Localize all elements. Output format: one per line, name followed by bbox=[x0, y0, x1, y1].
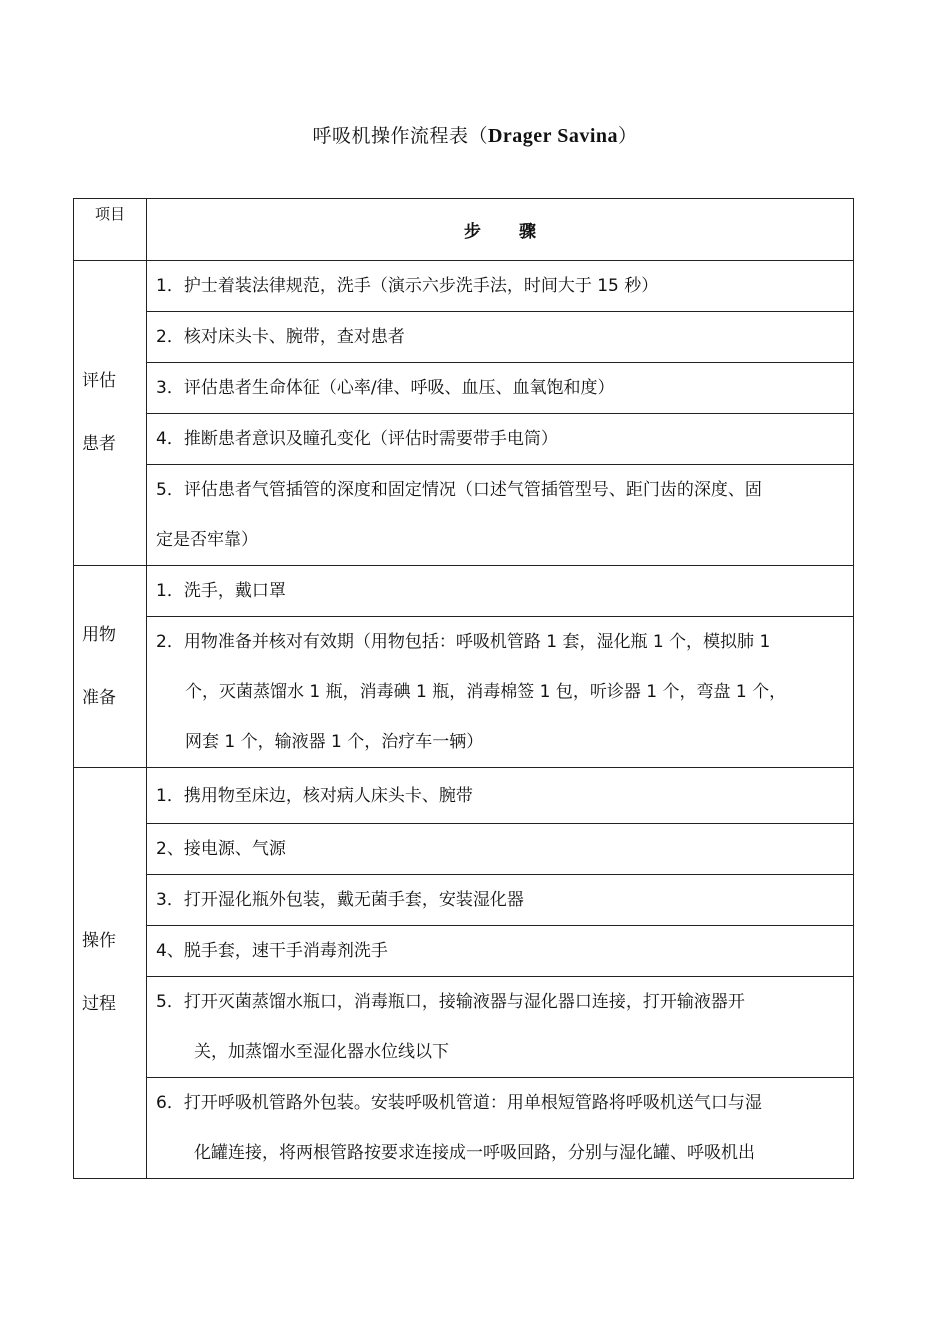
table-row bbox=[74, 768, 854, 824]
step-cell bbox=[147, 768, 854, 824]
step-cell bbox=[147, 617, 854, 768]
step-text: 1．携用物至床边，核对病人床头卡、腕带 bbox=[156, 785, 473, 806]
step-text: 网套 1 个，输液器 1 个，治疗车一辆） bbox=[185, 732, 484, 752]
category-label: 操作 bbox=[82, 931, 116, 951]
step-text: 3．打开湿化瓶外包装，戴无菌手套，安装湿化器 bbox=[156, 890, 524, 910]
step-text: 2．核对床头卡、腕带，查对患者 bbox=[156, 327, 405, 347]
step-text: 4、脱手套，速干手消毒剂洗手 bbox=[156, 941, 388, 961]
step-text: 2、接电源、气源 bbox=[156, 839, 286, 859]
category-label: 准备 bbox=[82, 687, 116, 708]
category-label: 患者 bbox=[82, 434, 116, 454]
page-title bbox=[0, 121, 950, 148]
step-text: 3．评估患者生命体征（心率/律、呼吸、血压、血氧饱和度） bbox=[156, 378, 615, 398]
step-cell bbox=[147, 875, 854, 926]
step-cell bbox=[147, 824, 854, 875]
table-row bbox=[74, 617, 854, 768]
step-text: 5．评估患者气管插管的深度和固定情况（口述气管插管型号、距门齿的深度、固 bbox=[156, 480, 762, 500]
step-text: 5．打开灭菌蒸馏水瓶口，消毒瓶口，接输液器与湿化器口连接，打开输液器开 bbox=[156, 992, 745, 1012]
step-text: 关，加蒸馏水至湿化器水位线以下 bbox=[194, 1042, 449, 1062]
step-cell bbox=[147, 1078, 854, 1179]
step-text: 6．打开呼吸机管路外包装。安装呼吸机管道：用单根短管路将呼吸机送气口与湿 bbox=[156, 1093, 762, 1113]
step-text: 2．用物准备并核对有效期（用物包括：呼吸机管路 1 套，湿化瓶 1 个，模拟肺 1 bbox=[156, 632, 771, 652]
category-label: 过程 bbox=[82, 994, 116, 1014]
table-row bbox=[74, 824, 854, 875]
table-row bbox=[74, 977, 854, 1078]
title-text: 呼吸机操作流程表（ bbox=[312, 125, 488, 147]
step-cell bbox=[147, 926, 854, 977]
step-cell bbox=[147, 261, 854, 312]
title-model: Drager Savina bbox=[487, 125, 618, 147]
category-label: 评估 bbox=[82, 371, 116, 391]
table-row bbox=[74, 926, 854, 977]
step-text: 个，灭菌蒸馏水 1 瓶，消毒碘 1 瓶，消毒棉签 1 包，听诊器 1 个，弯盘 1 个， bbox=[185, 682, 787, 702]
table-row bbox=[74, 1078, 854, 1179]
step-cell bbox=[147, 566, 854, 617]
step-text: 化罐连接，将两根管路按要求连接成一呼吸回路，分别与湿化罐、呼吸机出 bbox=[194, 1143, 755, 1163]
table-row bbox=[74, 414, 854, 465]
table-row bbox=[74, 465, 854, 566]
title-end: ） bbox=[618, 125, 638, 147]
category-cell bbox=[74, 566, 147, 768]
procedure-table bbox=[73, 198, 854, 1179]
table-row bbox=[74, 875, 854, 926]
step-cell bbox=[147, 312, 854, 363]
table-row bbox=[74, 261, 854, 312]
step-cell bbox=[147, 414, 854, 465]
step-cell bbox=[147, 363, 854, 414]
header-steps: 步骤 bbox=[147, 199, 854, 261]
step-text: 1．护士着装法律规范，洗手（演示六步洗手法，时间大于 15 秒） bbox=[156, 276, 659, 296]
table-row bbox=[74, 312, 854, 363]
step-cell bbox=[147, 977, 854, 1078]
step-text: 1．洗手，戴口罩 bbox=[156, 581, 286, 601]
step-cell bbox=[147, 465, 854, 566]
header-row bbox=[74, 199, 854, 261]
category-cell bbox=[74, 768, 147, 1179]
header-item: 项目 bbox=[74, 199, 147, 261]
category-cell bbox=[74, 261, 147, 566]
category-label: 用物 bbox=[82, 624, 116, 645]
step-text: 定是否牢靠） bbox=[156, 530, 258, 550]
table-row bbox=[74, 363, 854, 414]
table-row bbox=[74, 566, 854, 617]
step-text: 4．推断患者意识及瞳孔变化（评估时需要带手电筒） bbox=[156, 429, 558, 449]
